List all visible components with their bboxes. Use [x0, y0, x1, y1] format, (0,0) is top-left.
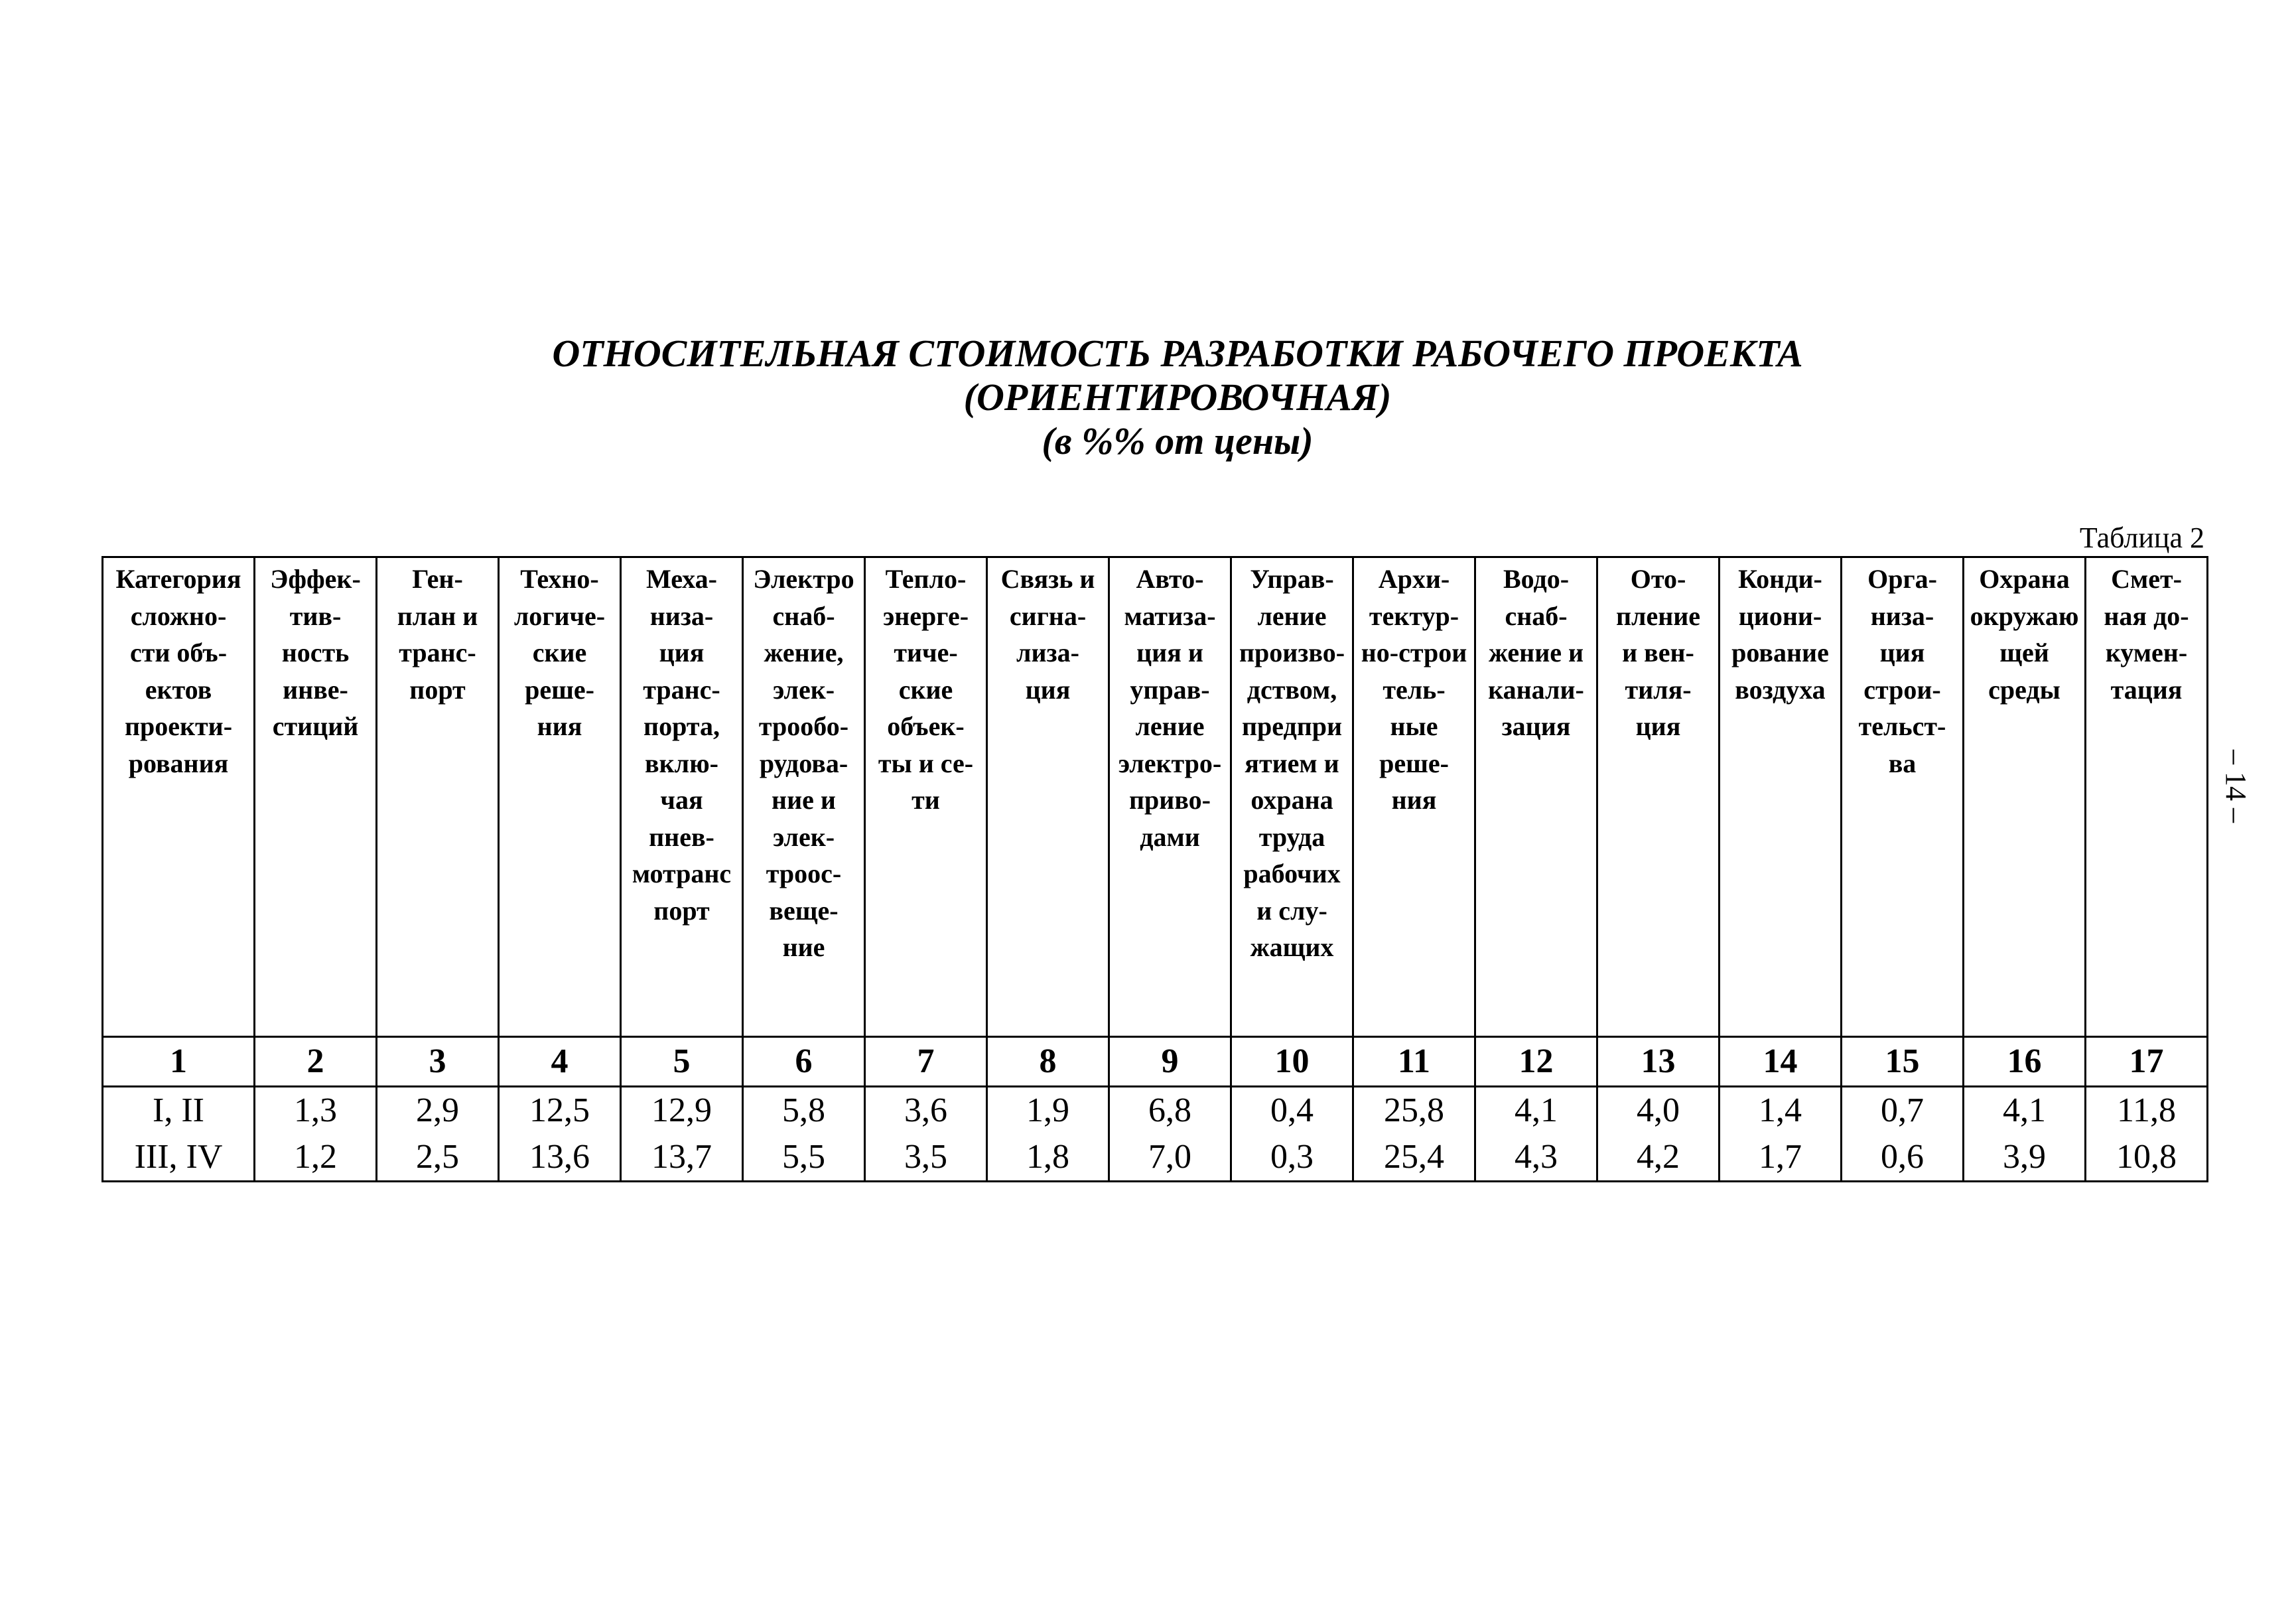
table-cell: 1,3 [255, 1087, 377, 1135]
table-cell: 3,6 [865, 1087, 987, 1135]
column-number-10: 10 [1231, 1037, 1353, 1087]
table-cell: 0,4 [1231, 1087, 1353, 1135]
table-cell: 0,7 [1842, 1087, 1964, 1135]
table-cell: 13,6 [499, 1134, 621, 1182]
column-header-10: Управ- ление произво- дством, предпри ятием и охрана труда рабочих и слу- жащих [1231, 557, 1353, 1037]
column-number-3: 3 [377, 1037, 499, 1087]
column-number-4: 4 [499, 1037, 621, 1087]
table-cell: 4,3 [1475, 1134, 1597, 1182]
column-header-12: Водо- снаб- жение и канали- зация [1475, 557, 1597, 1037]
document-title [0, 332, 2296, 463]
table-cell: 2,9 [377, 1087, 499, 1135]
table-cell: 6,8 [1109, 1087, 1231, 1135]
table-cell: 1,7 [1720, 1134, 1842, 1182]
column-number-17: 17 [2086, 1037, 2208, 1087]
column-number-8: 8 [987, 1037, 1109, 1087]
table-cell: 4,1 [1964, 1087, 2086, 1135]
title-line-2: (ОРИЕНТИРОВОЧНАЯ) [963, 376, 1392, 419]
table-cell: 12,9 [621, 1087, 743, 1135]
column-number-16: 16 [1964, 1037, 2086, 1087]
header-row [103, 557, 2208, 1037]
column-number-9: 9 [1109, 1037, 1231, 1087]
column-header-1: Категория сложно- сти объ- ектов проекти- рования [103, 557, 255, 1037]
column-header-9: Авто- матиза- ция и управ- ление электро- приво- дами [1109, 557, 1231, 1037]
column-header-8: Связь и сигна- лиза- ция [987, 557, 1109, 1037]
table-cell: 13,7 [621, 1134, 743, 1182]
column-header-11: Архи- тектур- но-строи тель- ные реше- ния [1353, 557, 1475, 1037]
table-row [103, 1134, 2208, 1182]
column-header-2: Эффек- тив- ность инве- стиций [255, 557, 377, 1037]
column-number-6: 6 [743, 1037, 865, 1087]
column-number-2: 2 [255, 1037, 377, 1087]
column-number-5: 5 [621, 1037, 743, 1087]
table-cell: 3,5 [865, 1134, 987, 1182]
column-header-17: Смет- ная до- кумен- тация [2086, 557, 2208, 1037]
column-number-13: 13 [1597, 1037, 1720, 1087]
column-header-6: Электро снаб- жение, элек- трообо- рудова- ние и элек- троос- веще- ние [743, 557, 865, 1037]
table-cell: 1,8 [987, 1134, 1109, 1182]
column-header-16: Охрана окружаю щей среды [1964, 557, 2086, 1037]
table-cell: 25,4 [1353, 1134, 1475, 1182]
table-cell: 5,5 [743, 1134, 865, 1182]
column-number-1: 1 [103, 1037, 255, 1087]
table-cell: 4,2 [1597, 1134, 1720, 1182]
column-number-11: 11 [1353, 1037, 1475, 1087]
page-number: – 14 – [2220, 750, 2252, 823]
column-number-14: 14 [1720, 1037, 1842, 1087]
table-cell: 2,5 [377, 1134, 499, 1182]
table-cell: 10,8 [2086, 1134, 2208, 1182]
table-cell: 11,8 [2086, 1087, 2208, 1135]
column-header-3: Ген- план и транс- порт [377, 557, 499, 1037]
table-cell: 0,6 [1842, 1134, 1964, 1182]
cost-table [101, 556, 2208, 1182]
table-cell: 4,1 [1475, 1087, 1597, 1135]
table-cell: 25,8 [1353, 1087, 1475, 1135]
column-header-15: Орга- низа- ция строи- тельст- ва [1842, 557, 1964, 1037]
table-cell: 5,8 [743, 1087, 865, 1135]
title-line-3: (в %% от цены) [1042, 419, 1314, 462]
table-cell: 4,0 [1597, 1087, 1720, 1135]
column-header-14: Конди- циони- рование воздуха [1720, 557, 1842, 1037]
column-header-5: Меха- низа- ция транс- порта, вклю- чая пнев- мотранс порт [621, 557, 743, 1037]
column-number-7: 7 [865, 1037, 987, 1087]
table-row [103, 1087, 2208, 1135]
title-line-1: ОТНОСИТЕЛЬНАЯ СТОИМОСТЬ РАЗРАБОТКИ РАБОЧЕГО ПРОЕКТА [552, 332, 1803, 375]
row-category-cell: I, II [103, 1087, 255, 1135]
table-cell: 0,3 [1231, 1134, 1353, 1182]
table-cell: 1,4 [1720, 1087, 1842, 1135]
table-cell: 1,2 [255, 1134, 377, 1182]
column-header-7: Тепло- энерге- тиче- ские объек- ты и се- ти [865, 557, 987, 1037]
column-number-15: 15 [1842, 1037, 1964, 1087]
column-header-13: Ото- пление и вен- тиля- ция [1597, 557, 1720, 1037]
column-number-12: 12 [1475, 1037, 1597, 1087]
column-number-row [103, 1037, 2208, 1087]
table-cell: 3,9 [1964, 1134, 2086, 1182]
column-header-4: Техно- логиче- ские реше- ния [499, 557, 621, 1037]
table-cell: 1,9 [987, 1087, 1109, 1135]
table-label: Таблица 2 [2079, 522, 2204, 554]
table-cell: 12,5 [499, 1087, 621, 1135]
row-category-cell: III, IV [103, 1134, 255, 1182]
table-cell: 7,0 [1109, 1134, 1231, 1182]
